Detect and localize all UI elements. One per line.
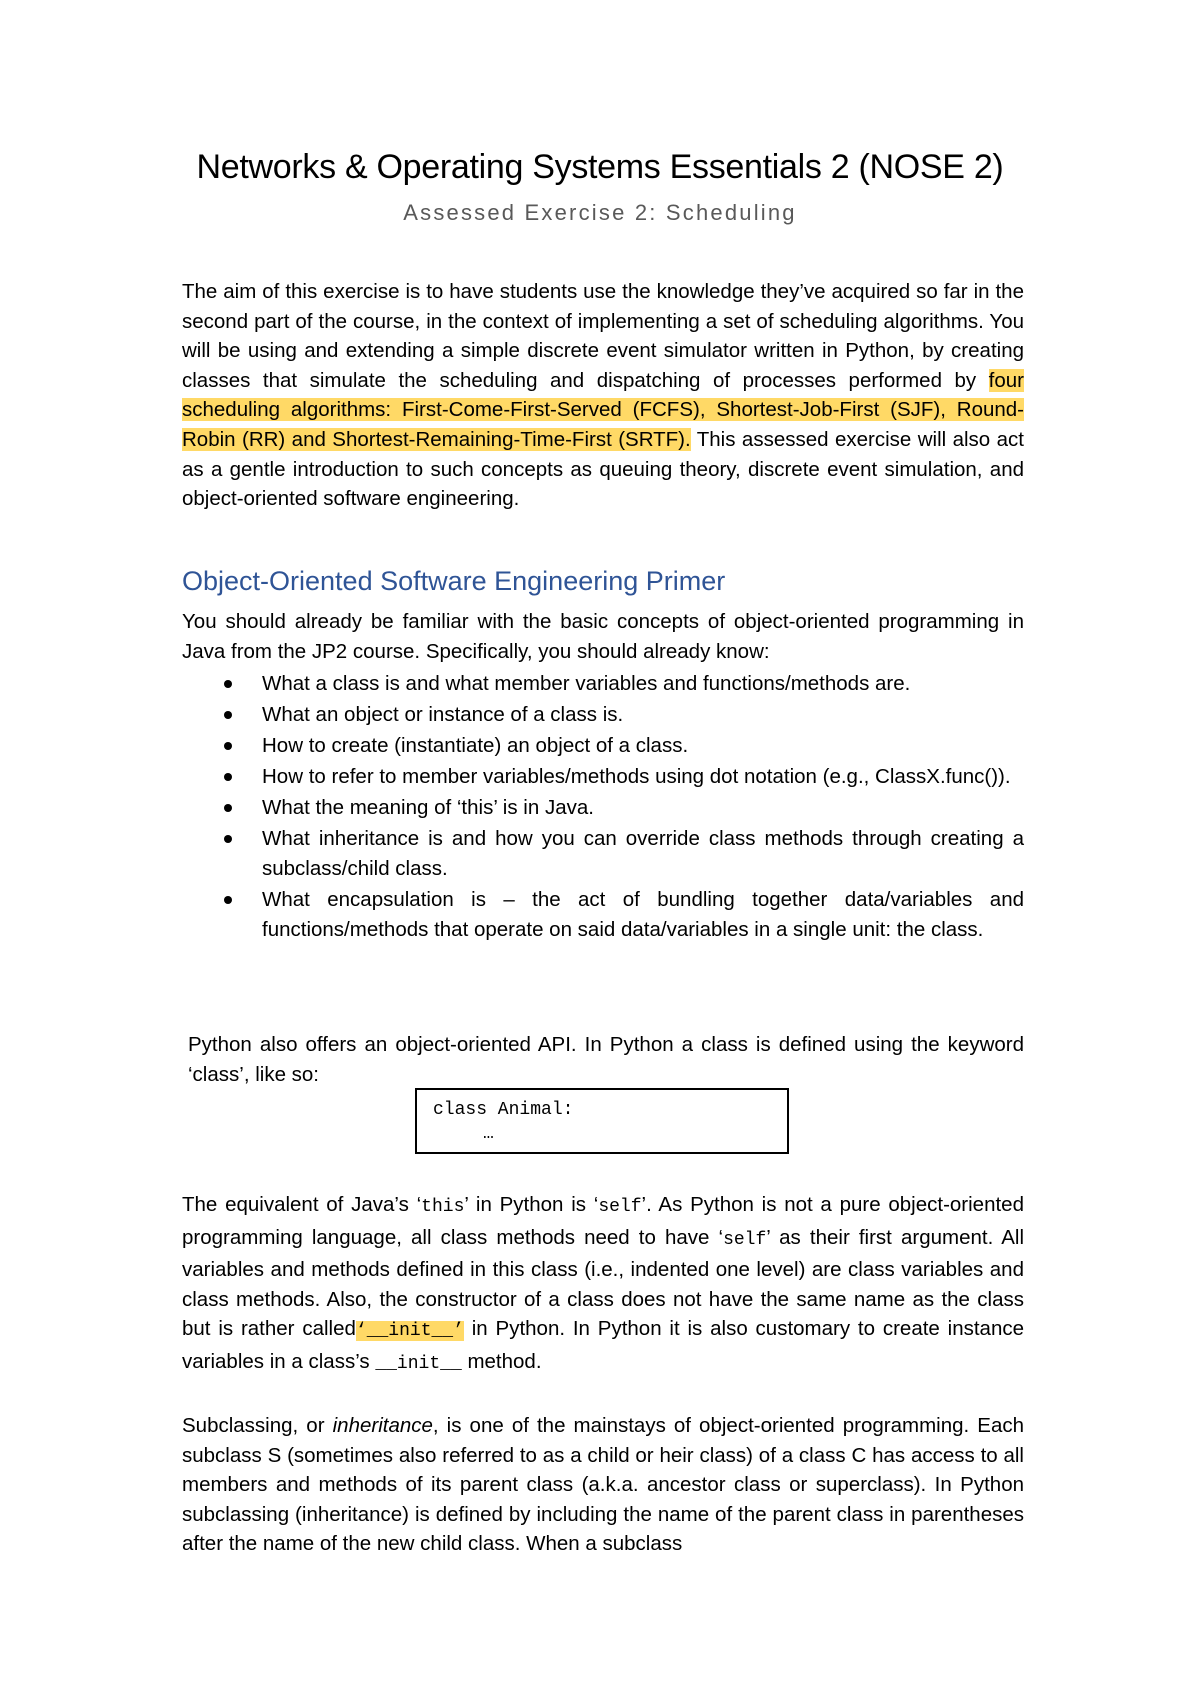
code-line: … <box>483 1124 494 1144</box>
list-item-text: What a class is and what member variables and functions/methods are. <box>262 672 911 695</box>
primer-intro-paragraph: You should already be familiar with the basic concepts of object-oriented programming in Java from the JP2 course. Specifically, you should already know: <box>182 610 1024 663</box>
list-item <box>182 885 1024 944</box>
list-item-text: What the meaning of ‘this’ is in Java. <box>262 796 594 820</box>
intro-text-2: This assessed exercise will also act as a gentle introduction to such concepts as queuing theory, discrete event simulation, and object-oriented software engineering. <box>182 427 1024 511</box>
text-run: ’. As Python is not a pure object-oriented programming language, all class methods need to have ‘ <box>182 1193 1024 1249</box>
code-line: class Animal: <box>433 1100 574 1120</box>
list-item <box>182 700 1024 730</box>
list-item <box>182 762 1024 792</box>
self-paragraph <box>182 1190 1024 1380</box>
bullet-icon <box>224 742 232 750</box>
bullet-icon <box>224 711 232 719</box>
list-item <box>182 824 1024 883</box>
subclassing-paragraph <box>182 1411 1024 1559</box>
text-run: , is one of the mainstays of object-oriented programming. Each subclass S (sometimes also referred to as a child or heir class) of a class C has access to all members and methods of its parent class (a.k.a. ancestor class or superclass). In Python subclassing (inheritance) is defined by including the name of the parent class in parentheses after the name of the new child class. When a subclass <box>182 1414 1024 1556</box>
bullet-icon <box>224 896 232 904</box>
document-title: Networks & Operating Systems Essentials 2 (NOSE 2) <box>196 148 1004 186</box>
code-keyword: __init__ <box>375 1353 462 1374</box>
list-item-text: What encapsulation is – the act of bundling together data/variables and functions/methods that operate on said data/variables in a single unit: the class. <box>262 888 1024 941</box>
python-intro-paragraph: Python also offers an object-oriented API. In Python a class is defined using the keyword ‘class’, like so: <box>188 1033 1024 1086</box>
list-item <box>182 669 1024 699</box>
bullet-icon <box>224 773 232 781</box>
code-keyword: self <box>598 1197 642 1217</box>
code-keyword: self <box>723 1229 767 1250</box>
text-run: Subclassing, or <box>182 1414 333 1437</box>
intro-highlight: four scheduling algorithms: First-Come-First-Served (FCFS), Shortest-Job-First (SJF), Round-Robin (RR) and Shortest-Remaining-Time-First (SRTF). <box>182 368 1024 451</box>
text-run: ’ as their first argument. All variables and methods defined in this class (i.e., indented one level) are class variables and class methods. Also, the constructor of a class does not have the same name as the class but is rather called <box>182 1225 1024 1341</box>
emphasis-text: inheritance <box>332 1414 433 1437</box>
list-item <box>182 731 1024 761</box>
intro-paragraph <box>182 277 1024 514</box>
list-item-text: How to create (instantiate) an object of a class. <box>262 734 689 758</box>
document-subtitle: Assessed Exercise 2: Scheduling <box>403 200 797 225</box>
code-keyword: this <box>421 1197 465 1217</box>
list-item-text: What an object or instance of a class is. <box>262 703 624 727</box>
list-item <box>182 793 1024 823</box>
list-item-text: How to refer to member variables/methods using dot notation (e.g., ClassX.func()). <box>262 765 1011 789</box>
bullet-icon <box>224 680 232 688</box>
list-item-text: What inheritance is and how you can override class methods through creating a subclass/child class. <box>262 827 1024 881</box>
code-snippet-box <box>415 1088 789 1154</box>
text-run: ’ in Python is ‘ <box>464 1193 599 1216</box>
bullet-icon <box>224 835 232 843</box>
init-highlight: ‘__init__’ <box>355 1321 464 1342</box>
text-run: method. <box>461 1349 542 1373</box>
intro-text-1: The aim of this exercise is to have students use the knowledge they’ve acquired so far in the second part of the course, in the context of implementing a set of scheduling algorithms. You will be using and extending a simple discrete event simulator written in Python, by creating classes that simulate the scheduling and dispatching of processes performed by <box>182 280 1024 392</box>
section-heading: Object-Oriented Software Engineering Primer <box>182 566 726 596</box>
text-run: in Python. In Python it is also customary to create instance variables in a class’s <box>182 1317 1024 1373</box>
knowledge-list <box>182 669 1024 946</box>
bullet-icon <box>224 804 232 812</box>
text-run: The equivalent of Java’s ‘ <box>182 1193 422 1216</box>
